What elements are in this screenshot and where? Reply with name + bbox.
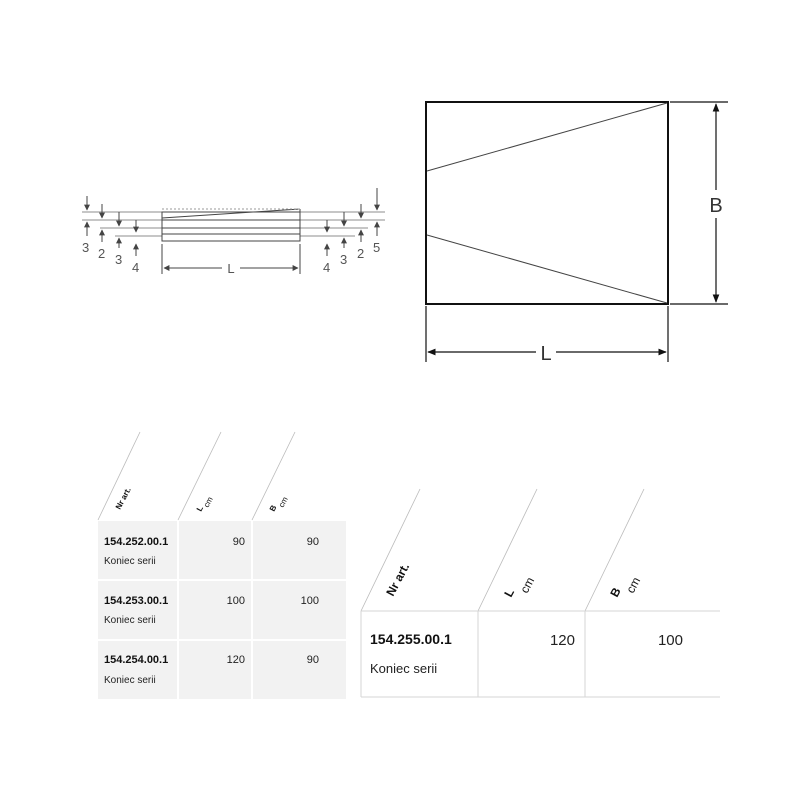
profile-drawing [82, 188, 385, 276]
length-value: 120 [549, 632, 575, 649]
header-art-no: Nr art. [383, 560, 413, 599]
status-note: Koniec serii [104, 675, 156, 686]
length-value: 100 [226, 595, 245, 607]
length-value: 90 [232, 536, 245, 548]
right-dim-label: 2 [357, 246, 365, 261]
left-dim-label: 3 [115, 252, 123, 267]
right-dim-label: 3 [340, 252, 348, 267]
status-note: Koniec serii [370, 661, 438, 676]
right-dim-label: 5 [373, 240, 381, 255]
width-value: 100 [657, 632, 683, 649]
profile-body [162, 209, 300, 241]
header-length: L [194, 504, 206, 513]
article-table-small [98, 432, 346, 699]
profile-length-label: L [227, 261, 235, 276]
width-value: 100 [300, 595, 319, 607]
width-value: 90 [306, 536, 319, 548]
table-row [370, 631, 683, 676]
header-art-no: Nr art. [113, 485, 133, 511]
plan-length-label: L [540, 343, 552, 365]
plan-drawing [426, 102, 728, 365]
left-dim-label: 3 [82, 240, 90, 255]
width-value: 90 [306, 654, 319, 666]
header-width-unit: cm [623, 574, 644, 596]
plan-width-label: B [709, 195, 723, 217]
article-number: 154.252.00.1 [104, 536, 169, 548]
article-number: 154.255.00.1 [370, 631, 452, 647]
article-number: 154.253.00.1 [104, 595, 169, 607]
article-table-large [361, 489, 720, 697]
header-width: B [267, 503, 279, 513]
header-width-unit: cm [276, 495, 290, 509]
left-dim-label: 4 [132, 260, 140, 275]
left-dim-label: 2 [98, 246, 106, 261]
plan-outline [426, 102, 668, 304]
right-dim-label: 4 [323, 260, 331, 275]
header-length-unit: cm [201, 495, 215, 509]
header-width: B [607, 585, 624, 600]
article-number: 154.254.00.1 [104, 654, 169, 666]
header-length-unit: cm [517, 574, 538, 596]
status-note: Koniec serii [104, 556, 156, 567]
status-note: Koniec serii [104, 615, 156, 626]
length-value: 120 [226, 654, 245, 666]
header-length: L [501, 586, 518, 600]
